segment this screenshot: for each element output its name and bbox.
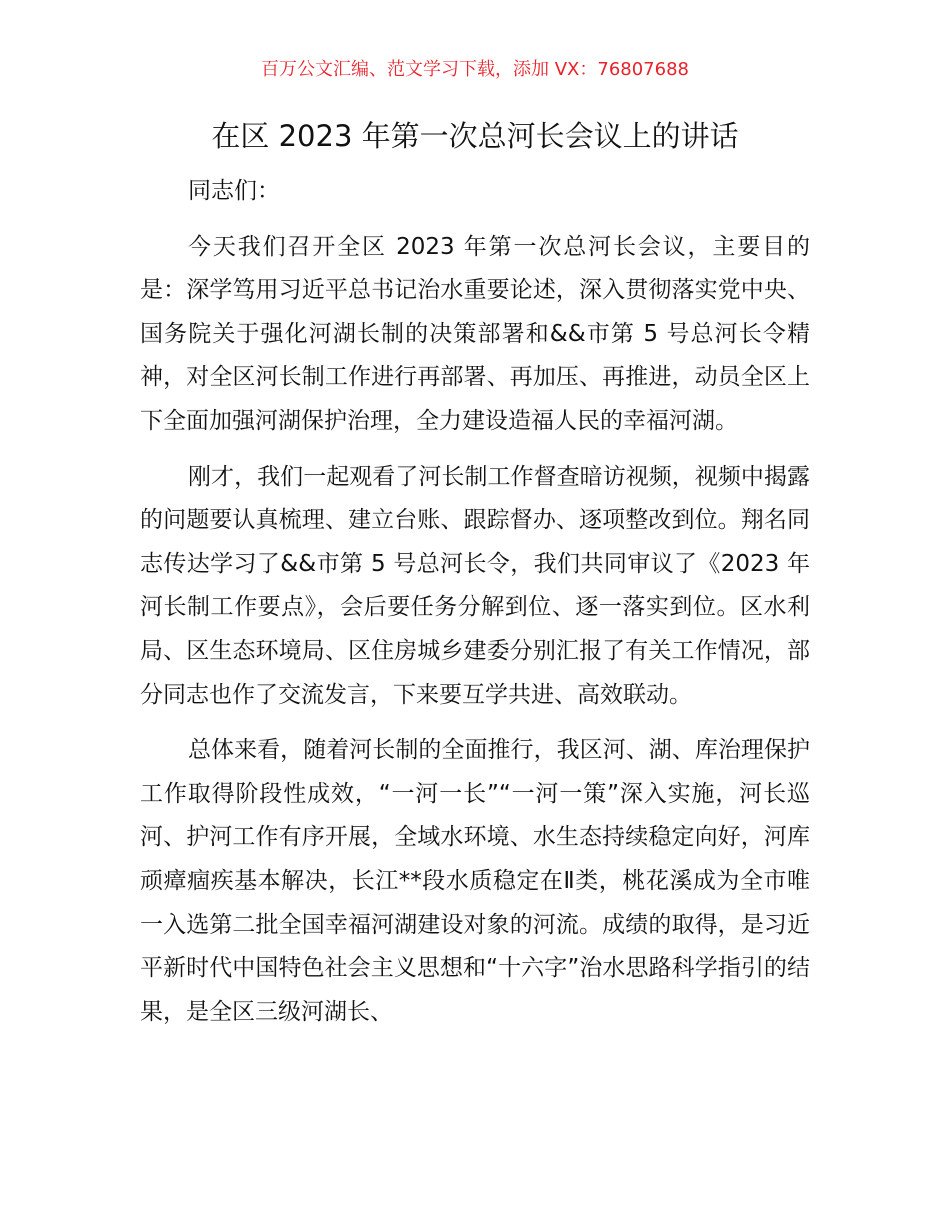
paragraph-3: 总体来看，随着河长制的全面推行，我区河、湖、库治理保护工作取得阶段性成效，“一河一长”“一河一策”深入实施，河长巡河、护河工作有序开展，全域水环境、水生态持续稳定向好，河库顽瘴痼疾基本解决，长江**段水质稳定在Ⅱ类，桃花溪成为全市唯一入选第二批全国幸福河湖建设对象的河流。成绩的取得，是习近平新时代中国特色社会主义思想和“十六字”治水思路科学指引的结果，是全区三级河湖长、 bbox=[140, 737, 810, 1025]
watermark-header: 百万公文汇编、范文学习下载，添加 VX：76807688 bbox=[261, 59, 689, 80]
document-body bbox=[140, 170, 810, 1046]
document-title: 在区 2023 年第一次总河长会议上的讲话 bbox=[211, 119, 739, 153]
paragraph-2: 刚才，我们一起观看了河长制工作督查暗访视频，视频中揭露的问题要认真梳理、建立台账、跟踪督办、逐项整改到位。翔名同志传达学习了&&市第 5 号总河长令，我们共同审议了《2023 年河长制工作要点》，会后要任务分解到位、逐一落实到位。区水利局、区生态环境局、区住房城乡建委分别汇报了有关工作情况，部分同志也作了交流发言，下来要互学共进、高效联动。 bbox=[140, 463, 810, 708]
paragraph-1: 今天我们召开全区 2023 年第一次总河长会议，主要目的是：深学笃用习近平总书记治水重要论述，深入贯彻落实党中央、国务院关于强化河湖长制的决策部署和&&市第 5 号总河长令精神，对全区河长制工作进行再部署、再加压、再推进，动员全区上下全面加强河湖保护治理，全力建设造福人民的幸福河湖。 bbox=[140, 233, 810, 434]
salutation: 同志们： bbox=[188, 178, 280, 204]
